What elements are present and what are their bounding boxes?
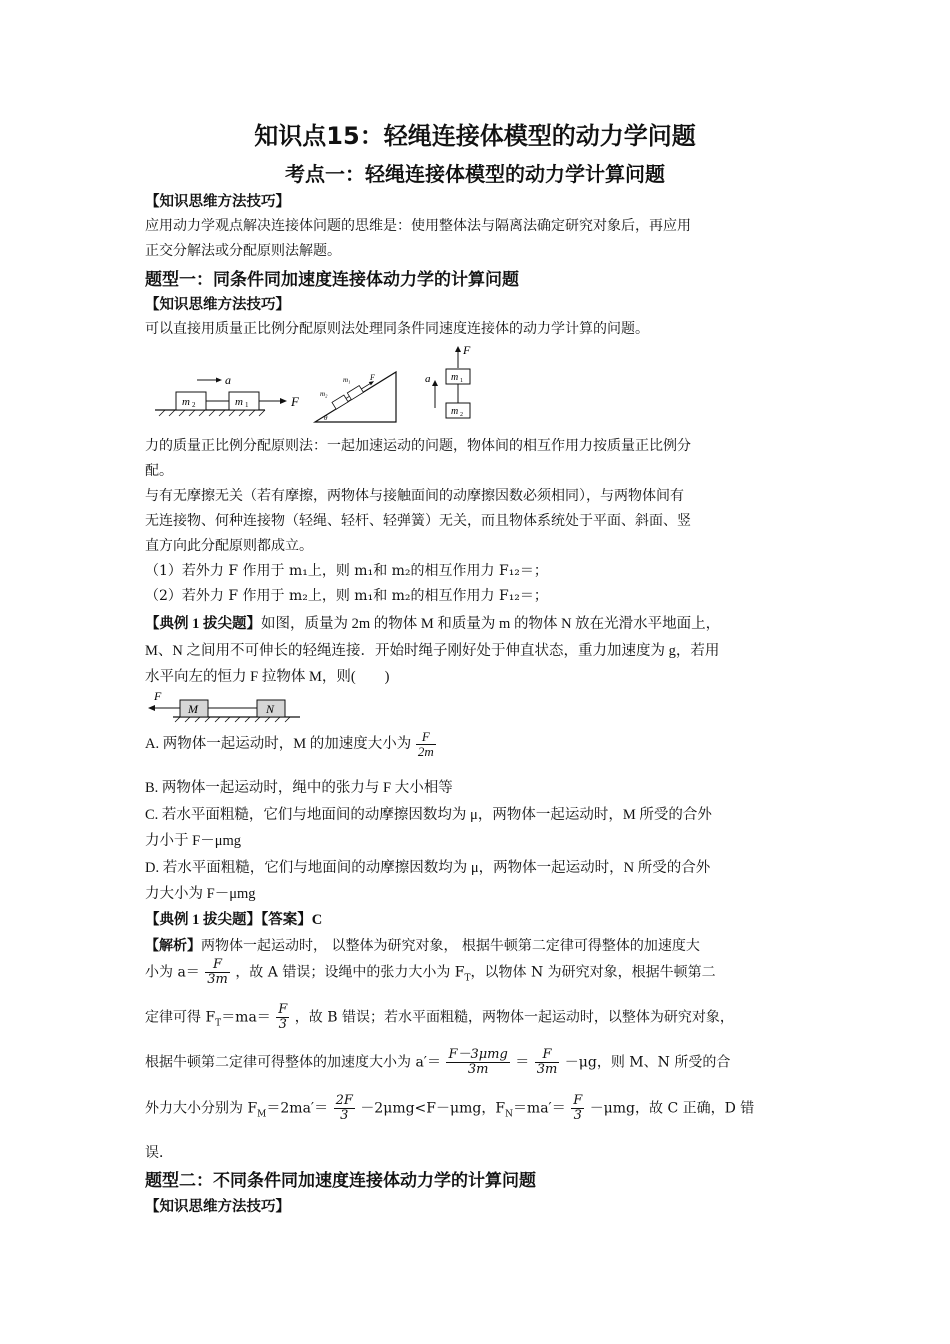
- solution-label: 【解析】: [145, 938, 201, 954]
- example-label: 【典例 1 拔尖题】: [145, 616, 261, 632]
- svg-text:F: F: [370, 373, 375, 382]
- text-line: 与有无摩擦无关（若有摩擦，两物体与接触面间的动摩擦因数必须相同），与两物体间有: [145, 488, 684, 504]
- svg-text:m: m: [451, 372, 459, 383]
- option-B: B. 两物体一起运动时，绳中的张力与 F 大小相等: [145, 780, 453, 796]
- example-line: 水平向左的恒力 F 拉物体 M，则( ): [145, 669, 390, 685]
- block-m2: [176, 392, 206, 410]
- section-label: 【知识思维方法技巧】: [145, 194, 290, 210]
- page-title: 知识点15：轻绳连接体模型的动力学问题: [254, 122, 696, 150]
- section-label: 【知识思维方法技巧】: [145, 297, 290, 313]
- svg-text:F: F: [154, 689, 162, 703]
- page-subtitle: 考点一：轻绳连接体模型的动力学计算问题: [285, 162, 665, 186]
- fraction: $\frac{F}{3m}$: [207, 957, 228, 987]
- example-line: 【典例 1 拔尖题】如图，质量为 2m 的物体 M 和质量为 m 的物体 N 放在光滑水平地面上，: [145, 616, 721, 632]
- text-line: 力的质量正比例分配原则法：一起加速运动的问题，物体间的相互作用力按质量正比例分: [145, 438, 691, 454]
- svg-text:m₁: m₁: [343, 376, 351, 384]
- label-a: a: [225, 373, 231, 387]
- label-F: F: [291, 394, 299, 409]
- figure-M-N-blocks: [145, 688, 305, 723]
- solution-line: 外力大小分别为 $F_M=2ma'=$ $\frac{2F}{3}$ －2μmg<F－μmg，$F_N=ma'=$ $\frac{F}{3}$ －μmg，故 C 正确，D 错: [145, 1093, 755, 1123]
- svg-text:1: 1: [460, 378, 463, 384]
- answer-line: 【典例 1 拔尖题】【答案】C: [145, 912, 323, 928]
- incline-block-m1: [347, 386, 363, 400]
- solution-line: 小为 a＝ $\frac{F}{3m}$ ，故 A 错误；设绳中的张力大小为 $F_T$，以物体 N 为研究对象，根据牛顿第二: [145, 957, 716, 987]
- svg-text:F: F: [463, 343, 471, 357]
- fraction: $\frac{F}{3m}$: [536, 1047, 558, 1077]
- type1-heading: 题型一：同条件同加速度连接体动力学的计算问题: [145, 270, 519, 290]
- block-m1: [229, 392, 259, 410]
- label-m2: m: [182, 396, 190, 408]
- fraction: $\frac{F}{2m}$: [417, 729, 434, 759]
- solution-line: 根据牛顿第二定律可得整体的加速度大小为 a′＝ $\frac{\text{F－3μmg}}{3m}$ ＝ $\frac{F}{3m}$ －μg，则 M、N 所受的合: [145, 1047, 731, 1077]
- solution-line: 【解析】两物体一起运动时， 以整体为研究对象， 根据牛顿第二定律可得整体的加速度大: [145, 938, 700, 954]
- solution-line: 定律可得 $F_T=ma=$ $\frac{F}{3}$ ，故 B 错误；若水平面粗糙，两物体一起运动时，以整体为研究对象，: [145, 1002, 734, 1032]
- option-D: D. 若水平面粗糙，它们与地面间的动摩擦因数均为 μ，两物体一起运动时，N 所受的合外: [145, 860, 711, 876]
- fraction: $\frac{\text{F－3μmg}}{3m}$: [448, 1047, 508, 1077]
- text-line: 配。: [145, 463, 173, 479]
- section-label: 【知识思维方法技巧】: [145, 1199, 290, 1215]
- example-line: M、N 之间用不可伸长的轻绳连接．开始时绳子刚好处于伸直状态，重力加速度为 g，若用: [145, 643, 720, 659]
- svg-text:m: m: [451, 406, 459, 417]
- option-A: A. 两物体一起运动时，M 的加速度大小为 $\frac{F}{2m}$: [145, 729, 434, 759]
- solution-line: 误．: [145, 1145, 173, 1161]
- incline-block-m2: [332, 395, 348, 409]
- text-line: 直方向此分配原则都成立。: [145, 538, 313, 554]
- text-line: 可以直接用质量正比例分配原则法处理同条件同速度连接体的动力学计算的问题。: [145, 321, 649, 337]
- svg-text:2: 2: [192, 401, 196, 409]
- option-C: C. 若水平面粗糙，它们与地面间的动摩擦因数均为 μ，两物体一起运动时，M 所受的合外: [145, 807, 712, 823]
- text-line: 无连接物、何种连接物（轻绳、轻杆、轻弹簧）无关，而且物体系统处于平面、斜面、竖: [145, 513, 691, 529]
- svg-text:m₂: m₂: [320, 390, 328, 398]
- svg-text:N: N: [266, 702, 275, 716]
- figure-horizontal-blocks: [155, 370, 305, 425]
- svg-text:θ: θ: [324, 414, 328, 422]
- fraction: $\frac{F}{3}$: [573, 1093, 583, 1123]
- svg-text:a: a: [425, 373, 431, 385]
- case-line: （2）若外力 F 作用于 m₂上，则 m₁和 m₂的相互作用力 F₁₂＝；: [145, 588, 548, 604]
- figure-incline-blocks: [310, 368, 405, 426]
- type2-heading: 题型二：不同条件同加速度连接体动力学的计算问题: [145, 1171, 536, 1191]
- option-D-cont: 力大小为 F－μmg: [145, 886, 256, 902]
- text-line: 应用动力学观点解决连接体问题的思维是：使用整体法与隔离法确定研究对象后，再应用: [145, 218, 691, 234]
- case-line: （1）若外力 F 作用于 m₁上，则 m₁和 m₂的相互作用力 F₁₂＝；: [145, 563, 548, 579]
- figure-vertical-blocks: [425, 342, 480, 424]
- fraction: $\frac{F}{3}$: [278, 1002, 288, 1032]
- option-C-cont: 力小于 F－μmg: [145, 833, 241, 849]
- label-m1: m: [235, 396, 243, 408]
- svg-text:M: M: [188, 702, 198, 716]
- svg-text:2: 2: [460, 412, 463, 418]
- fraction: $\frac{2F}{3}$: [335, 1093, 353, 1123]
- svg-text:1: 1: [245, 401, 249, 409]
- text-line: 正交分解法或分配原则法解题。: [145, 243, 341, 259]
